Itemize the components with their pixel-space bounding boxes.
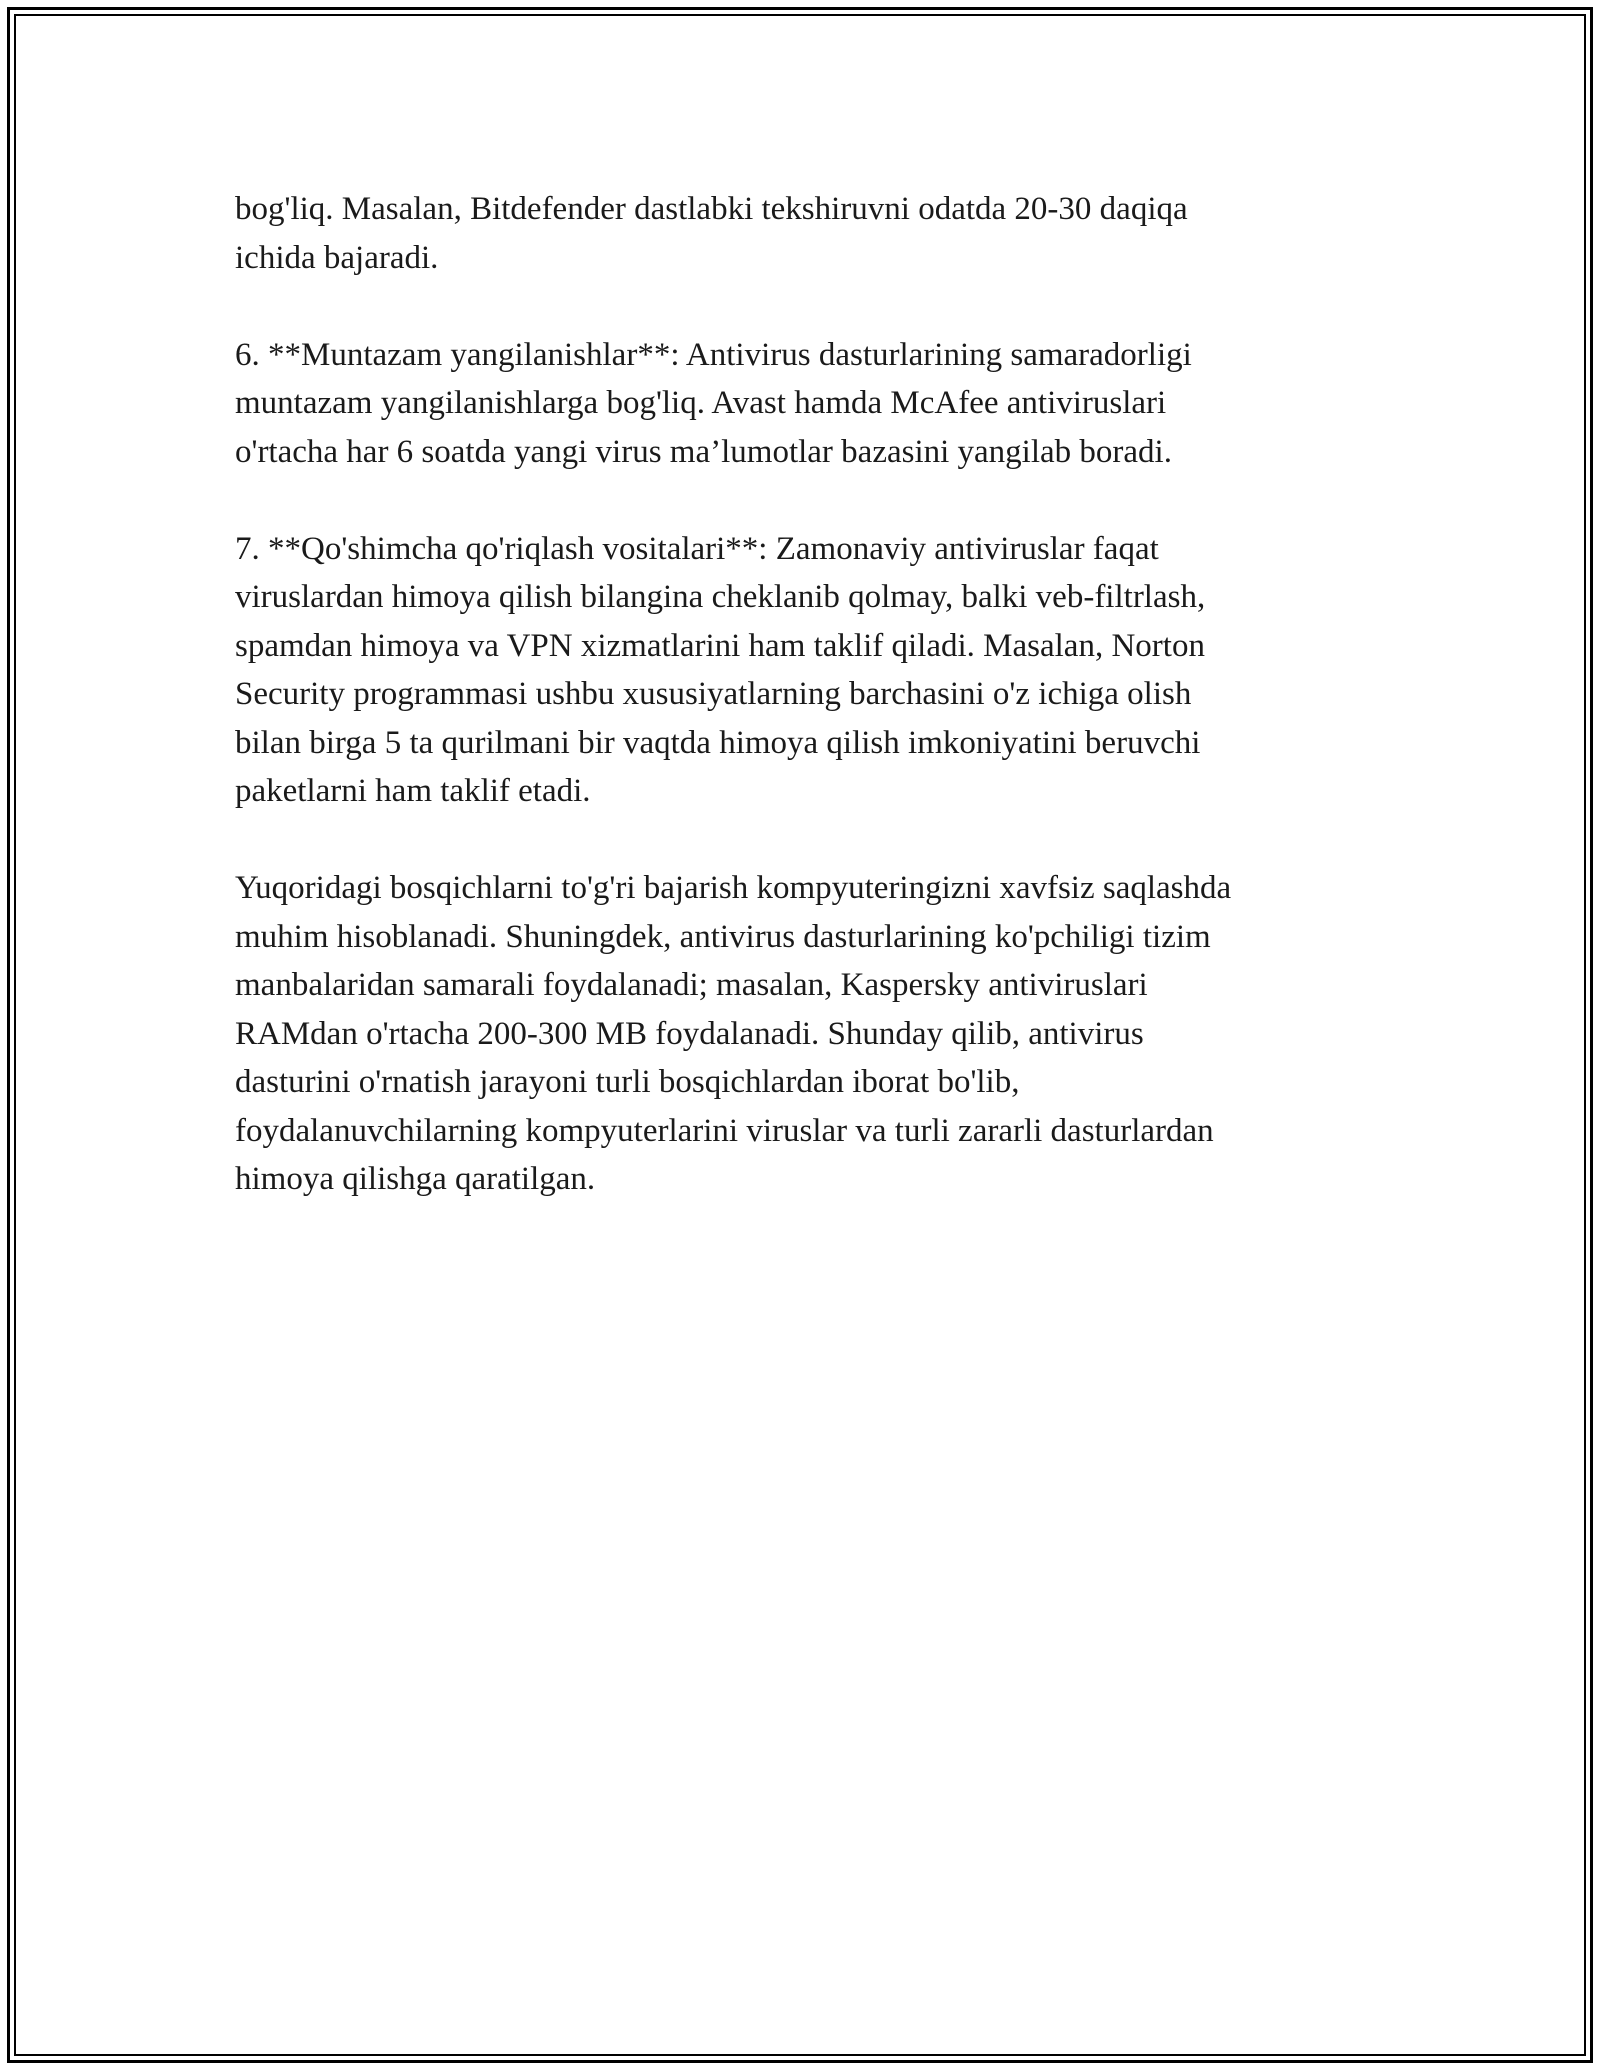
paragraph-conclusion: Yuqoridagi bosqichlarni to'g'ri bajarish kompyuteringizni xavfsiz saqlashda muhim hisoblanadi. Shuningdek, antivirus dasturlarining ko'pchiligi tizim manbalaridan samarali foydalanadi; masalan, Kaspersky antiviruslari RAMdan o'rtacha 200-300 MB foydalanadi. Shunday qilib, antivirus dasturini o'rnatish jarayoni turli bosqichlardan iborat bo'lib, foydalanuvchilarning kompyuterlarini viruslar va turli zararli dasturlardan himoya qilishga qaratilgan. <box>235 870 1232 1197</box>
paragraph-item-6-updates: 6. **Muntazam yangilanishlar**: Antivirus dasturlarining samaradorligi muntazam yangilanishlarga bog'liq. Avast hamda McAfee antiviruslari o'rtacha har 6 soatda yangi virus ma’lumotlar bazasini yangilab boradi. <box>235 336 1192 470</box>
document-body <box>235 185 1365 1252</box>
paragraph-item-7-extra-protection: 7. **Qo'shimcha qo'riqlash vositalari**: Zamonaviy antiviruslar faqat viruslardan himoya qilish bilangina cheklanib qolmay, balki veb-filtrlash, spamdan himoya va VPN xizmatlarini ham taklif qiladi. Masalan, Norton Security programmasi ushbu xususiyatlarning barchasini o'z ichiga olish bilan birga 5 ta qurilmani bir vaqtda himoya qilish imkoniyatini beruvchi paketlarni ham taklif etadi. <box>235 530 1206 809</box>
paragraph-continuation: bog'liq. Masalan, Bitdefender dastlabki tekshiruvni odatda 20-30 daqiqa ichida bajaradi. <box>235 191 1188 276</box>
